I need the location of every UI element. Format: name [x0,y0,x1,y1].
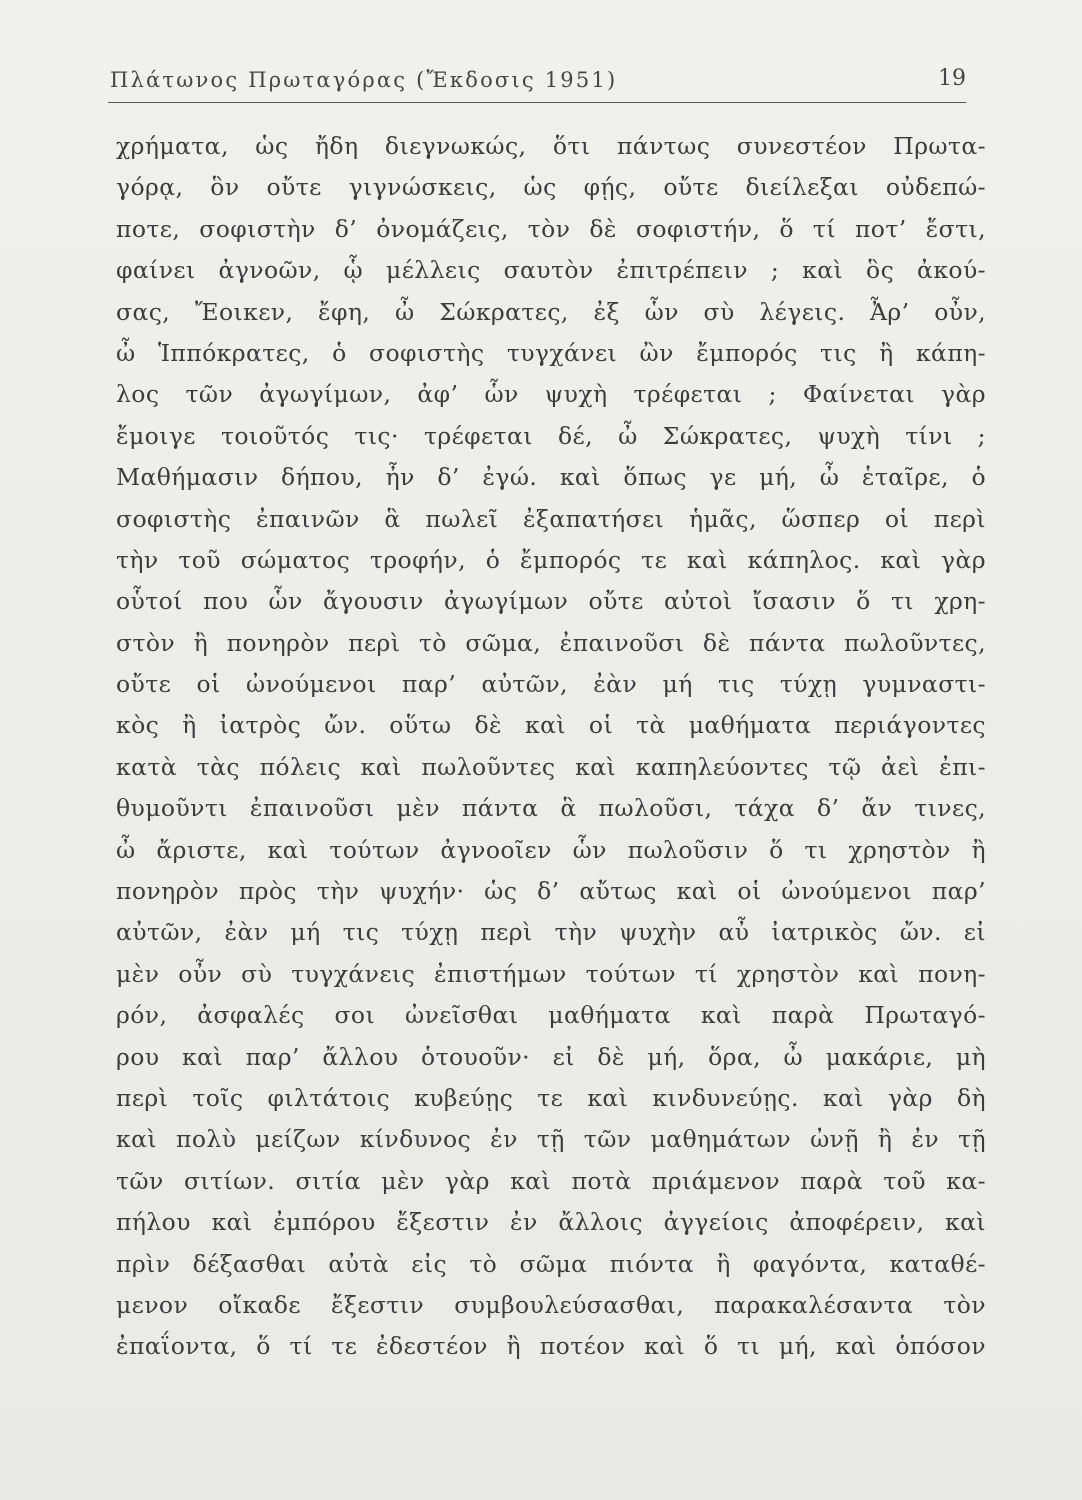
text-line: ὦ ἄριστε, καὶ τούτων ἀγνοοῖεν ὧν πωλοῦσιν ὅ τι χρηστὸν ἢ [116,835,986,864]
text-line: περὶ τοῖς φιλτάτοις κυβεύῃς τε καὶ κινδυνεύῃς. καὶ γὰρ δὴ [116,1083,986,1112]
text-line: ποτε, σοφιστὴν δ’ ὀνομάζεις, τὸν δὲ σοφιστήν, ὅ τί ποτ’ ἔστι, [116,214,986,243]
text-line: ρόν, ἀσφαλές σοι ὠνεῖσθαι μαθήματα καὶ παρὰ Πρωταγό- [116,1001,986,1030]
body-text [116,126,986,1368]
running-title: Πλάτωνος Πρωταγόρας (Ἔκδοσις 1951) [110,68,618,92]
text-line: αὐτῶν, ἐὰν μή τις τύχῃ περὶ τὴν ψυχὴν αὖ ἰατρικὸς ὤν. εἰ [116,918,986,947]
text-line: γόρᾳ, ὃν οὔτε γιγνώσκεις, ὡς φῄς, οὔτε διείλεξαι οὐδεπώ- [116,173,986,202]
text-line: πήλου καὶ ἐμπόρου ἔξεστιν ἐν ἄλλοις ἀγγείοις ἀποφέρειν, καὶ [116,1208,986,1237]
text-line: ὦ Ἱππόκρατες, ὁ σοφιστὴς τυγχάνει ὢν ἔμπορός τις ἢ κάπη- [116,338,986,367]
text-line: λος τῶν ἀγωγίμων, ἀφ’ ὧν ψυχὴ τρέφεται ; Φαίνεται γὰρ [116,380,986,409]
page-number: 19 [938,66,966,91]
text-line: χρήματα, ὡς ἤδη διεγνωκώς, ὅτι πάντως συνεστέον Πρωτα- [116,132,986,160]
text-line: τῶν σιτίων. σιτία μὲν γὰρ καὶ ποτὰ πριάμενον παρὰ τοῦ κα- [116,1166,986,1195]
running-head [110,62,968,102]
text-line: οὔτε οἱ ὠνούμενοι παρ’ αὐτῶν, ἐὰν μή τις τύχῃ γυμναστι- [116,670,986,699]
text-line: ἐπαΐοντα, ὅ τί τε ἐδεστέον ἢ ποτέον καὶ ὅ τι μή, καὶ ὁπόσον [116,1332,986,1361]
text-line: καὶ πολὺ μείζων κίνδυνος ἐν τῇ τῶν μαθημάτων ὠνῇ ἢ ἐν τῇ [116,1125,986,1154]
text-line: κατὰ τὰς πόλεις καὶ πωλοῦντες καὶ καπηλεύοντες τῷ ἀεὶ ἐπι- [116,752,986,781]
text-line: κὸς ἢ ἰατρὸς ὤν. οὕτω δὲ καὶ οἱ τὰ μαθήματα περιάγοντες [116,711,986,740]
text-line: τὴν τοῦ σώματος τροφήν, ὁ ἔμπορός τε καὶ κάπηλος. καὶ γὰρ [116,545,986,574]
text-line: ρου καὶ παρ’ ἄλλου ὁτουοῦν· εἰ δὲ μή, ὅρα, ὦ μακάριε, μὴ [116,1042,986,1071]
text-line: μὲν οὖν σὺ τυγχάνεις ἐπιστήμων τούτων τί χρηστὸν καὶ πονη- [116,959,986,988]
header-rule [108,102,966,103]
text-line: στὸν ἢ πονηρὸν περὶ τὸ σῶμα, ἐπαινοῦσι δὲ πάντα πωλοῦντες, [116,628,986,657]
text-line: πρὶν δέξασθαι αὐτὰ εἰς τὸ σῶμα πιόντα ἢ φαγόντα, καταθέ- [116,1249,986,1278]
text-line: πονηρὸν πρὸς τὴν ψυχήν· ὡς δ’ αὔτως καὶ οἱ ὠνούμενοι παρ’ [116,877,986,906]
text-line: θυμοῦντι ἐπαινοῦσι μὲν πάντα ἃ πωλοῦσι, τάχα δ’ ἄν τινες, [116,794,986,823]
text-line: ἔμοιγε τοιοῦτός τις· τρέφεται δέ, ὦ Σώκρατες, ψυχὴ τίνι ; [116,421,986,450]
text-line: μενον οἴκαδε ἔξεστιν συμβουλεύσασθαι, παρακαλέσαντα τὸν [116,1290,986,1319]
text-line: σας, Ἔοικεν, ἔφη, ὦ Σώκρατες, ἐξ ὧν σὺ λέγεις. Ἆρ’ οὖν, [116,297,986,326]
text-line: σοφιστὴς ἐπαινῶν ἃ πωλεῖ ἐξαπατήσει ἡμᾶς, ὥσπερ οἱ περὶ [116,504,986,533]
text-line: φαίνει ἀγνοῶν, ᾧ μέλλεις σαυτὸν ἐπιτρέπειν ; καὶ ὃς ἀκού- [116,256,986,285]
text-line: οὗτοί που ὧν ἄγουσιν ἀγωγίμων οὔτε αὐτοὶ ἴσασιν ὅ τι χρη- [116,587,986,616]
text-line: Μαθήμασιν δήπου, ἦν δ’ ἐγώ. καὶ ὅπως γε μή, ὦ ἑταῖρε, ὁ [116,463,986,492]
